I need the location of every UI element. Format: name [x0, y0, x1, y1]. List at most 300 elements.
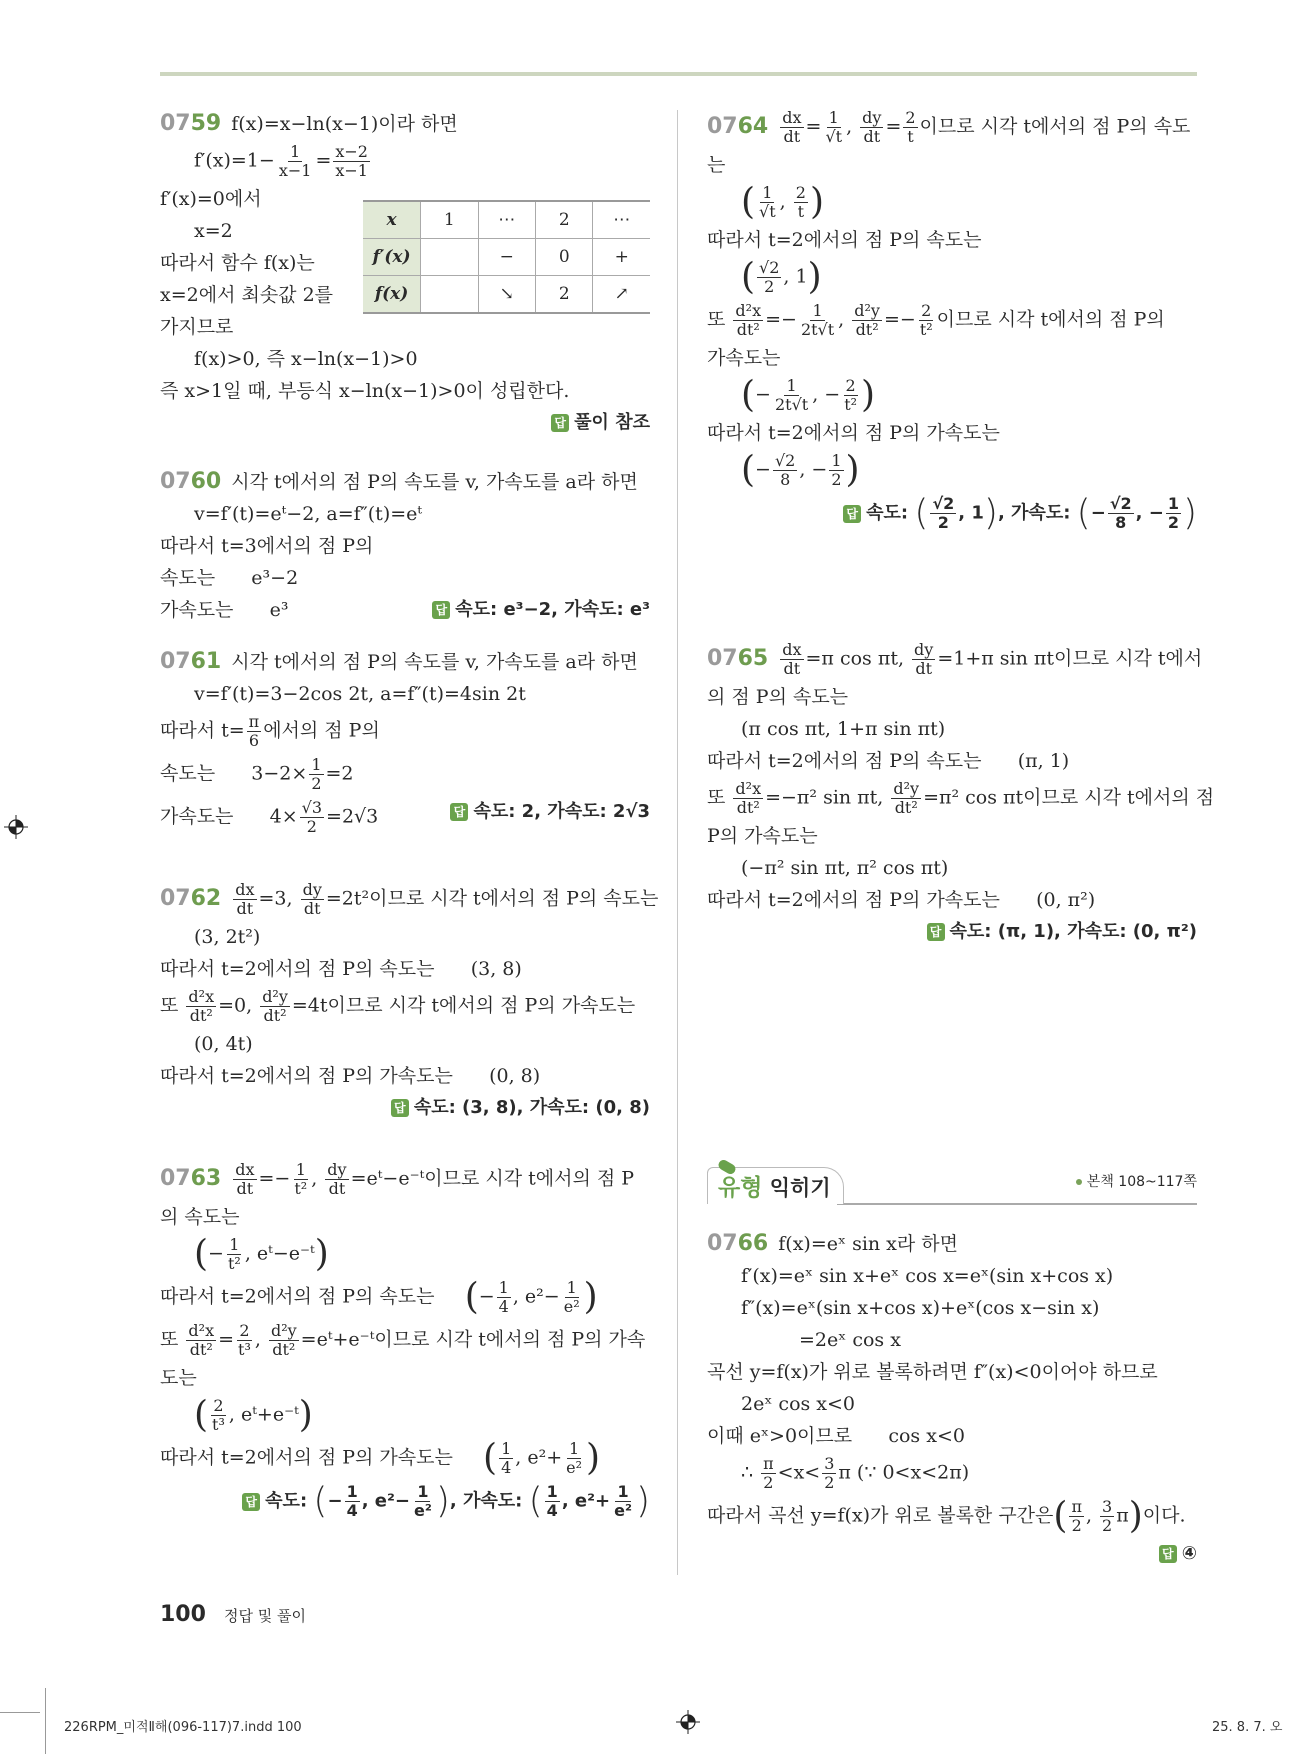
fraction: [412, 1483, 434, 1520]
math-text: , eᵗ+e⁻ᵗ: [228, 1403, 299, 1426]
big-parenthesis: (: [313, 1480, 328, 1522]
fraction: [325, 1161, 348, 1198]
solution-line: [707, 820, 1197, 852]
solution-line: [160, 710, 650, 753]
problem-number-prefix: 07: [707, 645, 738, 671]
math-text: 따라서 함수 f(x)는: [160, 252, 315, 274]
solution-line: [160, 1158, 650, 1201]
fraction: [497, 1279, 511, 1316]
solution-line: [160, 1201, 650, 1233]
fraction-denominator: 2: [1167, 513, 1179, 532]
math-text: f″(x)=eˣ(sin x+cos x)+eˣ(cos x−sin x): [741, 1297, 1100, 1319]
answer-badge-icon: 답: [1159, 1545, 1177, 1563]
math-text: , −: [812, 383, 841, 406]
math-text: −: [478, 1285, 495, 1308]
fraction-denominator: dt²: [855, 320, 879, 339]
math-text: f(x)=x−ln(x−1)이라 하면: [231, 113, 458, 135]
math-text: =1+π sin πt이므로 시각 t에서: [937, 647, 1203, 670]
solution-line: [160, 1276, 650, 1319]
solution-line: [707, 417, 1197, 449]
fraction-denominator: 4: [346, 1501, 358, 1520]
fraction-denominator: t²: [844, 395, 858, 414]
math-text: 따라서 t=: [160, 719, 245, 742]
math-text: =: [218, 1328, 235, 1351]
fraction-numerator: 2: [795, 183, 806, 202]
math-text: <x<: [777, 1461, 821, 1484]
fraction-numerator: d²y: [270, 1321, 297, 1340]
problem-number: [707, 114, 768, 139]
fraction: [247, 713, 262, 750]
fraction-numerator: d²x: [188, 987, 215, 1006]
solution-line: [160, 753, 650, 796]
math-text: π (∵ 0<x<2π): [838, 1461, 970, 1484]
fraction-numerator: 1: [831, 451, 842, 470]
solution-line: [160, 530, 650, 562]
answer-badge-icon: 답: [432, 601, 450, 619]
math-text: ,: [838, 308, 851, 331]
math-text: , 1: [958, 502, 984, 524]
fraction-numerator: d²y: [893, 779, 920, 798]
big-parenthesis: ): [298, 1394, 313, 1436]
fraction-numerator: 1: [828, 108, 839, 127]
math-text: f′(x)=1−: [194, 149, 275, 172]
big-parenthesis: ): [435, 1480, 450, 1522]
problem-0763: [160, 1158, 650, 1523]
fraction-numerator: √2: [774, 451, 796, 470]
fraction: [499, 1440, 513, 1477]
math-text: 즉 x>1일 때, 부등식 x−ln(x−1)>0이 성립한다.: [160, 380, 570, 402]
math-text: ,: [1085, 1504, 1099, 1527]
solution-line: [707, 1292, 1197, 1324]
fraction-denominator: dt: [915, 659, 933, 678]
math-text: v=f′(t)=3−2cos 2t, a=f″(t)=4sin 2t: [194, 683, 526, 705]
row-header: x: [363, 201, 421, 239]
fraction-denominator: 8: [1115, 513, 1127, 532]
math-text: 따라서 t=2에서의 점 P의 가속도는 (0, 8): [160, 1065, 541, 1087]
answer-line: [432, 594, 650, 626]
fraction-numerator: dy: [862, 108, 882, 127]
solution-line: [707, 181, 1197, 224]
math-text: 이때 eˣ>0이므로 cos x<0: [707, 1425, 965, 1447]
math-text: ,: [254, 1328, 267, 1351]
fraction-numerator: π: [248, 712, 260, 731]
fraction-numerator: dx: [235, 1160, 255, 1179]
fraction-denominator: 6: [248, 731, 260, 750]
math-text: , −: [1135, 502, 1164, 524]
fraction: [210, 1397, 227, 1434]
math-text: 풀이 참조: [574, 412, 650, 433]
math-text: 속도:: [866, 502, 915, 524]
fraction-numerator: 1: [346, 1482, 358, 1501]
solution-line: [160, 985, 650, 1028]
fraction-numerator: √3: [301, 798, 323, 817]
problem-number-suffix: 64: [737, 113, 769, 139]
solution-line: [160, 594, 650, 626]
math-text: 의 점 P의 속도는: [707, 686, 849, 708]
fraction: [799, 302, 836, 339]
page-number: 100: [160, 1602, 206, 1627]
trim-mark: [0, 1712, 40, 1713]
fraction-numerator: 1: [1167, 494, 1179, 513]
fraction-denominator: 2: [764, 277, 775, 296]
fraction: [345, 1483, 360, 1520]
fraction: [545, 1483, 560, 1520]
fraction-numerator: 2: [921, 301, 932, 320]
fraction-numerator: dy: [302, 880, 322, 899]
fraction-denominator: t²: [919, 320, 933, 339]
answer-badge-icon: 답: [450, 803, 468, 821]
fraction: [773, 377, 810, 414]
section-title-green: 유형: [718, 1175, 763, 1201]
solution-line: [707, 149, 1197, 181]
solution-line: [160, 646, 650, 678]
math-text: 따라서 곡선 y=f(x)가 위로 볼록한 구간은: [707, 1504, 1054, 1527]
math-text: 가속도는 4×: [160, 805, 298, 828]
solution-line: [707, 1228, 1197, 1260]
fraction-denominator: dt: [863, 127, 881, 146]
problem-0761: [160, 646, 650, 839]
math-text: 따라서 t=2에서의 점 P의 속도는 (π, 1): [707, 750, 1070, 772]
fraction-denominator: e²: [563, 1297, 580, 1316]
fraction-numerator: 2: [845, 376, 856, 395]
math-text: 시각 t에서의 점 P의 속도를 v, 가속도를 a라 하면: [231, 471, 638, 493]
answer-line: [707, 1538, 1197, 1570]
math-text: x=2: [194, 220, 233, 242]
math-text: ④: [1181, 1543, 1197, 1564]
math-text: , e²+: [515, 1446, 563, 1469]
solution-line: [707, 256, 1197, 299]
math-text: 또: [160, 994, 185, 1017]
problem-0764: [707, 106, 1197, 535]
fraction-numerator: 1: [229, 1235, 240, 1254]
math-text: ,: [311, 1167, 324, 1190]
fraction-denominator: dt²: [272, 1340, 296, 1359]
fraction-denominator: e²: [614, 1501, 632, 1520]
fraction-denominator: t: [797, 202, 805, 221]
solution-line: [707, 638, 1203, 681]
problem-number-suffix: 60: [190, 469, 222, 494]
solution-line: [707, 1260, 1197, 1292]
math-text: f′(x)=eˣ sin x+eˣ cos x=eˣ(sin x+cos x): [741, 1265, 1114, 1287]
fraction-denominator: 2: [1071, 1516, 1082, 1535]
table-cell: ↗: [593, 276, 650, 314]
problem-number-suffix: 63: [190, 1165, 222, 1191]
solution-line: [707, 852, 1197, 884]
math-text: 따라서 t=2에서의 점 P의 속도는: [707, 229, 982, 251]
math-text: 따라서 t=2에서의 점 P의 가속도는: [160, 1446, 484, 1469]
answer-badge-icon: 답: [551, 414, 569, 432]
big-parenthesis: ): [845, 449, 860, 491]
fraction-numerator: d²x: [735, 301, 762, 320]
fraction: [733, 302, 763, 339]
section-reference: [1076, 1171, 1197, 1191]
fraction-numerator: 1: [617, 1482, 629, 1501]
answer-line: [160, 1480, 650, 1523]
math-text: =2√3: [326, 805, 379, 828]
fraction-numerator: 1: [311, 755, 322, 774]
trim-mark: [45, 1688, 46, 1754]
fraction-denominator: dt²: [736, 320, 760, 339]
fraction-numerator: dy: [914, 640, 934, 659]
big-parenthesis: (: [194, 1394, 209, 1436]
solution-line: [160, 140, 650, 183]
fraction: [912, 641, 935, 678]
math-text: 가속도는: [707, 347, 781, 369]
table-cell: 2: [536, 201, 593, 239]
row-header: f′(x): [363, 239, 421, 276]
fraction-denominator: 2: [763, 1473, 774, 1492]
fraction-numerator: 1: [786, 376, 797, 395]
variation-table: [363, 200, 650, 314]
math-text: −: [755, 458, 771, 481]
fraction-denominator: 2: [1102, 1516, 1113, 1535]
solution-line: [707, 299, 1197, 342]
math-text: (π cos πt, 1+π sin πt): [741, 718, 946, 740]
solution-line: [160, 1060, 650, 1092]
big-parenthesis: (: [1076, 492, 1091, 534]
fraction-numerator: dx: [782, 108, 802, 127]
math-text: , e²−: [512, 1285, 560, 1308]
table-row: [363, 239, 650, 276]
problem-number: [160, 649, 221, 674]
solution-line: [160, 498, 650, 530]
fraction-numerator: 2: [239, 1321, 250, 1340]
big-parenthesis: (: [741, 374, 756, 416]
math-text: =3,: [258, 887, 299, 910]
fraction-denominator: dt²: [263, 1006, 287, 1025]
fraction-numerator: 2: [213, 1396, 224, 1415]
math-text: −: [755, 383, 771, 406]
fraction-denominator: 2t√t: [800, 320, 835, 339]
fraction: [233, 881, 256, 918]
math-text: 이므로 시각 t에서의 점 P의: [936, 308, 1165, 331]
table-cell: ⋯: [478, 201, 536, 239]
top-rule: [160, 72, 1197, 76]
math-text: , 가속도:: [997, 502, 1077, 524]
table-cell: [421, 239, 478, 276]
fraction: [226, 1236, 243, 1273]
fraction-denominator: 2: [311, 774, 322, 793]
math-text: , eᵗ−e⁻ᵗ: [244, 1242, 315, 1265]
fraction: [794, 184, 808, 221]
math-text: 곡선 y=f(x)가 위로 볼록하려면 f″(x)<0이어야 하므로: [707, 1361, 1158, 1383]
fraction: [780, 641, 803, 678]
math-text: =eᵗ+e⁻ᵗ이므로 시각 t에서의 점 P의 가속: [300, 1328, 646, 1351]
solution-line: [160, 678, 650, 710]
fraction: [829, 452, 843, 489]
solution-line: [707, 374, 1197, 417]
fraction-numerator: d²x: [735, 779, 762, 798]
bullet-icon: [1076, 1179, 1082, 1185]
problem-number-prefix: 07: [707, 113, 738, 139]
math-text: −: [327, 1490, 343, 1512]
fraction: [823, 109, 844, 146]
math-text: =2eˣ cos x: [799, 1329, 901, 1351]
fraction: [1069, 1498, 1084, 1535]
table-cell: ⋯: [593, 201, 650, 239]
solution-line: [160, 343, 650, 375]
big-parenthesis: (: [741, 181, 756, 223]
answer-line: [160, 1092, 650, 1124]
table-cell: ↘: [478, 276, 536, 314]
big-parenthesis: ): [1182, 492, 1197, 534]
problem-number: [160, 469, 221, 494]
fraction: [186, 1322, 216, 1359]
big-parenthesis: ): [635, 1480, 650, 1522]
math-text: (0, 4t): [194, 1033, 253, 1055]
solution-line: [707, 777, 1215, 820]
solution-line: [160, 311, 650, 343]
fraction: [186, 988, 216, 1025]
problem-number-prefix: 07: [160, 649, 191, 674]
solution-line: [160, 1319, 650, 1362]
big-parenthesis: ): [807, 256, 822, 298]
fraction-numerator: dy: [327, 1160, 347, 1179]
fraction-denominator: t²: [227, 1254, 241, 1273]
math-text: f(x)=eˣ sin x라 하면: [778, 1233, 958, 1255]
fraction-denominator: t³: [212, 1415, 225, 1434]
math-text: 는: [707, 154, 726, 176]
fraction: [333, 143, 370, 180]
problem-number: [707, 1231, 768, 1256]
fraction-denominator: dt: [328, 1179, 346, 1198]
math-text: 2eˣ cos x<0: [741, 1393, 856, 1415]
answer-line: [160, 407, 650, 439]
answer-badge-icon: 답: [242, 1493, 260, 1511]
math-text: 에서의 점 P의: [263, 719, 380, 742]
solution-line: [707, 449, 1197, 492]
registration-mark-icon: [4, 815, 28, 839]
fraction-denominator: √t: [759, 202, 776, 221]
math-text: =: [885, 115, 902, 138]
math-text: f′(x)=0에서: [160, 188, 262, 210]
registration-mark-icon: [676, 1710, 700, 1734]
big-parenthesis: (: [741, 449, 756, 491]
big-parenthesis: (: [483, 1437, 498, 1479]
big-parenthesis: ): [861, 374, 876, 416]
solution-line: [160, 562, 650, 594]
section-title: 익히기: [769, 1176, 831, 1200]
math-text: =: [315, 149, 332, 172]
fraction-numerator: dx: [235, 880, 255, 899]
math-text: 따라서 t=2에서의 점 P의 가속도는 (0, π²): [707, 889, 1096, 911]
solution-line: [707, 1420, 1197, 1452]
math-text: 따라서 t=2에서의 점 P의 가속도는: [707, 422, 1000, 444]
fraction-denominator: dt: [783, 127, 801, 146]
problem-number-suffix: 61: [190, 649, 222, 674]
fraction-numerator: π: [763, 1454, 774, 1473]
row-header: f(x): [363, 276, 421, 314]
fraction: [260, 988, 290, 1025]
fraction-numerator: dx: [782, 640, 802, 659]
fraction-numerator: √2: [1109, 494, 1132, 513]
solution-line: [160, 1394, 650, 1437]
answer-badge-icon: 답: [927, 923, 945, 941]
fraction-numerator: 1: [546, 1482, 558, 1501]
fraction: [757, 184, 778, 221]
section-tab: [707, 1167, 844, 1204]
fraction: [773, 452, 797, 489]
math-text: 따라서 t=2에서의 점 P의 속도는 (3, 8): [160, 958, 522, 980]
leaf-icon: [717, 1158, 738, 1176]
fraction-numerator: d²y: [262, 987, 288, 1006]
fraction: [852, 302, 882, 339]
problem-number-prefix: 07: [160, 469, 191, 494]
fraction-numerator: 1: [290, 142, 301, 161]
fraction: [1108, 495, 1134, 532]
math-text: −: [1090, 502, 1106, 524]
reference-text: 본책 108~117쪽: [1086, 1174, 1197, 1190]
fraction-denominator: t²: [294, 1179, 308, 1198]
math-text: =: [805, 115, 822, 138]
math-text: ∴: [741, 1461, 760, 1484]
math-text: =4t이므로 시각 t에서의 점 P의 가속도는: [291, 994, 636, 1017]
fraction: [236, 1322, 253, 1359]
table-cell: +: [593, 239, 650, 276]
big-parenthesis: (: [1053, 1495, 1068, 1537]
fraction-denominator: 4: [498, 1297, 509, 1316]
problem-number: [160, 886, 221, 911]
answer-badge-icon: 답: [843, 505, 861, 523]
math-text: (−π² sin πt, π² cos πt): [741, 857, 949, 879]
fraction: [269, 1322, 299, 1359]
fraction-numerator: 1: [812, 301, 823, 320]
fraction-numerator: 1: [501, 1439, 512, 1458]
math-text: , 가속도:: [449, 1490, 529, 1512]
fraction-denominator: e²: [566, 1458, 583, 1477]
math-text: 도는: [160, 1367, 197, 1389]
fraction-denominator: dt: [236, 899, 254, 918]
answer-badge-icon: 답: [391, 1099, 409, 1117]
fraction-numerator: 3: [1102, 1497, 1113, 1516]
fraction-denominator: √t: [825, 127, 843, 146]
fraction-numerator: √2: [932, 494, 955, 513]
fraction: [757, 259, 781, 296]
big-parenthesis: ): [983, 492, 998, 534]
fraction: [233, 1161, 256, 1198]
fraction-denominator: t³: [238, 1340, 251, 1359]
math-text: , e²−: [361, 1490, 410, 1512]
math-text: v=f′(t)=eᵗ−2, a=f″(t)=eᵗ: [194, 503, 423, 525]
solution-line: [160, 796, 650, 839]
math-text: , −: [799, 458, 828, 481]
math-text: P의 가속도는: [707, 825, 818, 847]
math-text: =eᵗ−e⁻ᵗ이므로 시각 t에서의 점 P: [350, 1167, 635, 1190]
page-footer: [160, 1602, 306, 1627]
big-parenthesis: (: [194, 1233, 209, 1275]
fraction-denominator: dt²: [894, 798, 918, 817]
solution-line: [160, 466, 650, 498]
solution-line: [160, 878, 659, 921]
math-text: 가속도는 e³: [160, 599, 289, 621]
fraction-denominator: dt: [236, 1179, 254, 1198]
math-text: =−: [765, 308, 797, 331]
solution-line: [707, 884, 1197, 916]
solution-line: [707, 1452, 1197, 1495]
fraction-denominator: e²: [413, 1501, 432, 1520]
math-text: =π cos πt,: [805, 647, 911, 670]
fraction-numerator: x−2: [335, 142, 368, 161]
table-cell: 1: [421, 201, 478, 239]
big-parenthesis: (: [528, 1480, 543, 1522]
fraction: [562, 1279, 582, 1316]
slug-date: 25. 8. 7. 오: [1212, 1720, 1283, 1735]
solution-line: [707, 745, 1197, 777]
fraction: [733, 780, 763, 817]
fraction-numerator: 1: [498, 1278, 509, 1297]
fraction-numerator: π: [1071, 1497, 1082, 1516]
table-cell: 0: [536, 239, 593, 276]
